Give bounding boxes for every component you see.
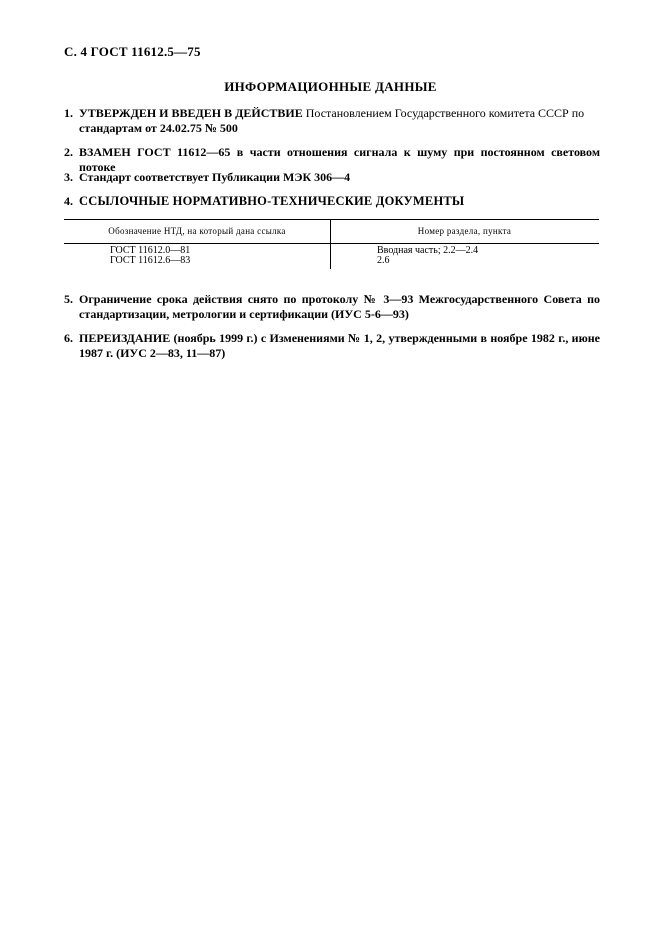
- table-cell-designation: ГОСТ 11612.0—81: [110, 245, 191, 256]
- item-bold-tail: стандартам от 24.02.75 № 500: [79, 121, 238, 135]
- section-title: ИНФОРМАЦИОННЫЕ ДАННЫЕ: [224, 79, 437, 94]
- page-header: С. 4 ГОСТ 11612.5—75: [64, 44, 201, 59]
- item-normal-text: Постановлением Государственного комитета СССР по: [302, 106, 585, 120]
- table-header-rule: [64, 243, 599, 244]
- item-number: 6.: [64, 331, 73, 345]
- item-text: ПЕРЕИЗДАНИЕ (ноябрь 1999 г.) с Изменениями № 1, 2, утвержденными в ноябре 1982 г., июне 1987 г. (ИУС 2—83, 11—87): [79, 331, 600, 360]
- item-number: 5.: [64, 292, 73, 306]
- item-number: 4.: [64, 194, 73, 208]
- table-cell-section: 2.6: [377, 255, 390, 266]
- info-item-5: [64, 292, 600, 322]
- item-text: ВЗАМЕН ГОСТ 11612—65 в части отношения сигнала к шуму при постоянном световом потоке: [79, 145, 600, 174]
- info-item-6: [64, 331, 600, 361]
- item-number: 3.: [64, 170, 73, 184]
- table-cell-section: Вводная часть; 2.2—2.4: [377, 245, 479, 256]
- column-header-section: Номер раздела, пункта: [417, 226, 512, 236]
- info-item-4: [64, 194, 600, 209]
- item-number: 2.: [64, 145, 73, 159]
- reference-documents-table: [64, 219, 599, 269]
- item-text: Стандарт соответствует Публикации МЭК 306—4: [79, 170, 351, 184]
- item-text: Ограничение срока действия снято по протоколу № 3—93 Межгосударственного Совета по стандартизации, метрологии и сертификации (ИУС 5-6—93): [79, 292, 600, 321]
- table-top-rule: [64, 219, 599, 220]
- item-number: 1.: [64, 106, 73, 120]
- column-header-designation: Обозначение НТД, на который дана ссылка: [108, 226, 286, 236]
- item-text: ССЫЛОЧНЫЕ НОРМАТИВНО-ТЕХНИЧЕСКИЕ ДОКУМЕНТЫ: [79, 194, 465, 208]
- item-text: [79, 106, 600, 136]
- info-item-1: [64, 106, 600, 136]
- info-item-3: [64, 170, 600, 185]
- table-cell-designation: ГОСТ 11612.6—83: [110, 255, 191, 266]
- item-bold-lead: УТВЕРЖДЕН И ВВЕДЕН В ДЕЙСТВИЕ: [79, 106, 303, 120]
